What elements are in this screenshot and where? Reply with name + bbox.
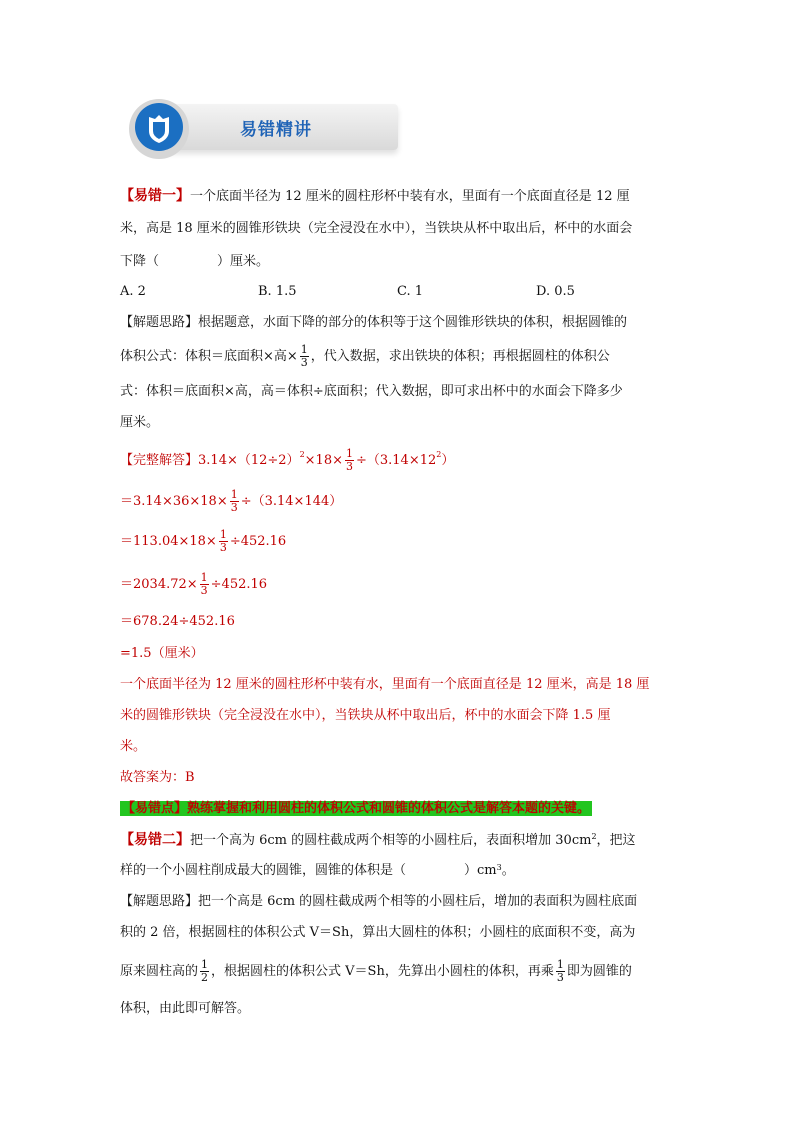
page-title: 易错精讲 — [240, 120, 312, 140]
analysis2-line1: 【解题思路】把一个高是 6cm 的圆柱截成两个相等的小圆柱后，增加的表面积为圆柱底面 — [120, 894, 638, 909]
q1-text: 一个底面半径为 12 厘米的圆柱形杯中装有水，里面有一个底面直径是 12 厘 — [190, 189, 630, 204]
analysis1-line2: 体积公式：体积＝底面积×高× $\frac{1}{3}$ ，代入数据，求出铁块的体积；再根据圆柱的体积公 — [120, 343, 610, 369]
fraction-one-third: $\frac{1}{3}$ — [345, 447, 353, 473]
option-d: D. 0.5 — [536, 284, 575, 299]
analysis2-tag: 【解题思路】 — [120, 894, 199, 909]
option-c: C. 1 — [397, 284, 424, 299]
fraction-one-third: $\frac{1}{3}$ — [300, 343, 308, 369]
option-b: B. 1.5 — [258, 284, 297, 299]
tip-highlight: 【易错点】熟练掌握和利用圆柱的体积公式和圆锥的体积公式是解答本题的关键。 — [122, 801, 591, 816]
solution1-answer-line3: 米。 — [120, 739, 147, 754]
solution1-step2: ＝3.14×36×18× $\frac{1}{3}$ ÷（3.14×144） — [120, 488, 343, 514]
solution1-answer-line2: 米的圆锥形铁块（完全浸没在水中），当铁块从杯中取出后，杯中的水面会下降 1.5 厘 — [120, 708, 611, 723]
analysis2-line2: 积的 2 倍，根据圆柱的体积公式 V＝Sh，算出大圆柱的体积；小圆柱的底面积不变，高为 — [120, 925, 636, 940]
solution1-step4: ＝2034.72× $\frac{1}{3}$ ÷452.16 — [120, 571, 268, 597]
final-answer: 故答案为：B — [120, 770, 195, 785]
q1-line1 — [120, 186, 630, 207]
solution1-tag: 【完整解答】 — [120, 453, 199, 468]
analysis2-line4: 体积，由此即可解答。 — [120, 1001, 251, 1016]
fraction-one-third: $\frac{1}{3}$ — [219, 528, 227, 554]
analysis1-line4: 厘米。 — [120, 415, 160, 430]
q1-line3: 下降（ ）厘米。 — [120, 254, 270, 269]
q2-tag: 【易错二】 — [120, 832, 190, 848]
q1-tag: 【易错一】 — [120, 188, 190, 204]
section-header — [120, 98, 400, 164]
fraction-one-third: $\frac{1}{3}$ — [230, 488, 238, 514]
solution1-step6: =1.5（厘米） — [120, 646, 204, 661]
tip-line — [120, 799, 592, 819]
option-a: A. 2 — [120, 284, 146, 299]
analysis1-line3: 式：体积＝底面积×高，高＝体积÷底面积；代入数据，即可求出杯中的水面会下降多少 — [120, 384, 623, 399]
fraction-one-half: $\frac{1}{2}$ — [201, 958, 209, 984]
q2-line1: 【易错二】把一个高为 6cm 的圆柱截成两个相等的小圆柱后，表面积增加 $30cm^2$，把这 — [120, 832, 636, 848]
analysis2-line3: 原来圆柱高的 $\frac{1}{2}$ ，根据圆柱的体积公式 V＝Sh，先算出小圆柱的体积，再乘 $\frac{1}{3}$ 即为圆锥的 — [120, 958, 632, 984]
shield-badge-icon — [128, 98, 190, 160]
solution1-answer-line1: 一个底面半径为 12 厘米的圆柱形杯中装有水，里面有一个底面直径是 12 厘米，高是 18 厘 — [120, 677, 650, 692]
q1-line2: 米，高是 18 厘米的圆锥形铁块（完全浸没在水中），当铁块从杯中取出后，杯中的水面会 — [120, 221, 633, 236]
solution1-step1: 【完整解答】$3.14\times(12\div 2)^2\times 18\times$ $\frac{1}{3}$ $\div(3.14\times 12^2)$ — [120, 447, 455, 473]
analysis1-line1: 【解题思路】根据题意，水面下降的部分的体积等于这个圆锥形铁块的体积，根据圆锥的 — [120, 315, 628, 330]
fraction-one-third: $\frac{1}{3}$ — [556, 958, 564, 984]
fraction-one-third: $\frac{1}{3}$ — [200, 571, 208, 597]
solution1-step5: ＝678.24÷452.16 — [120, 614, 235, 629]
solution1-step3: ＝113.04×18× $\frac{1}{3}$ ÷452.16 — [120, 528, 287, 554]
analysis1-tag: 【解题思路】 — [120, 315, 199, 330]
q2-line2: 样的一个小圆柱削成最大的圆锥，圆锥的体积是（ ）$cm^3$。 — [120, 863, 515, 878]
